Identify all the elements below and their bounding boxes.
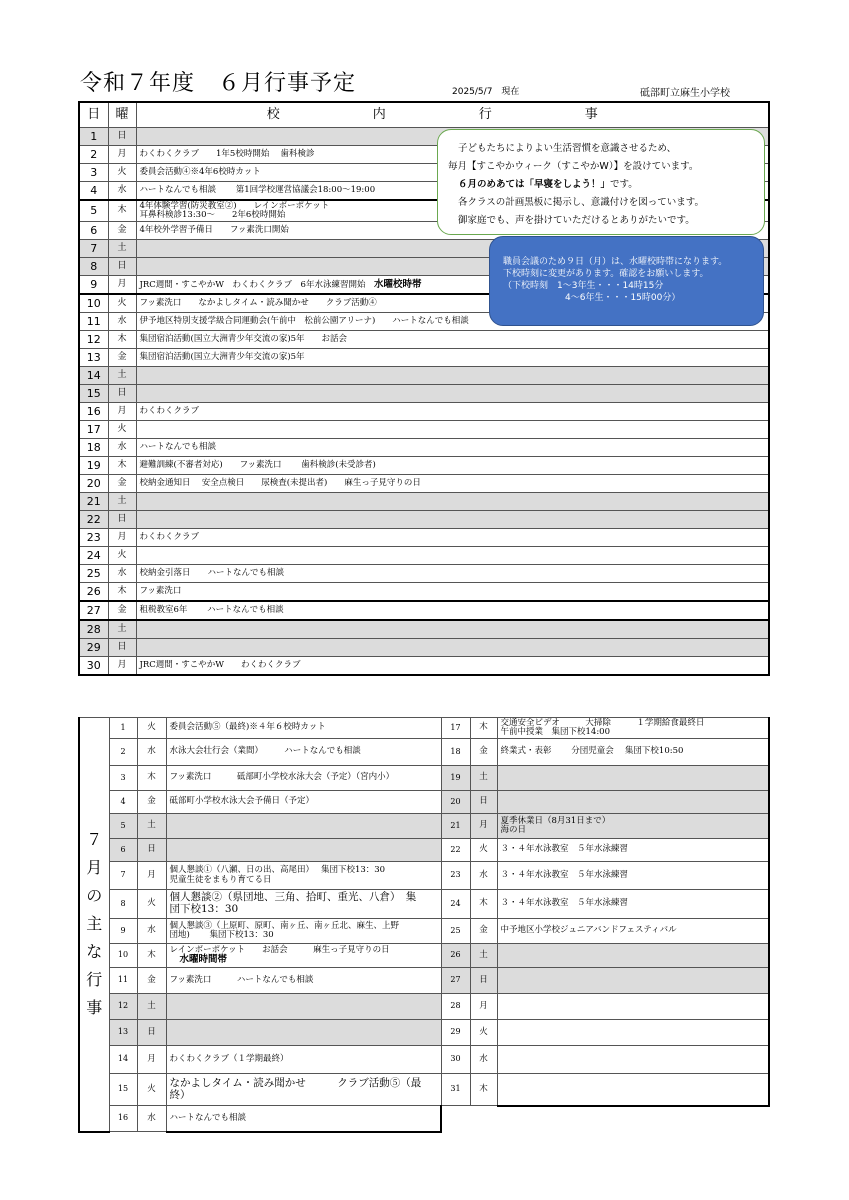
notice-line: 下校時刻に変更があります。確認をお願いします。 <box>503 269 709 279</box>
july-row <box>79 718 769 739</box>
day-number: 11 <box>79 313 108 331</box>
day-number: 28 <box>441 994 470 1020</box>
day-number: 18 <box>79 439 108 457</box>
event-text <box>136 331 769 349</box>
weekday: 金 <box>108 601 136 620</box>
day-number: 13 <box>79 349 108 367</box>
day-number: 9 <box>79 276 108 295</box>
day-number: 15 <box>109 1074 137 1106</box>
event-line: わくわくクラブ 1年5校時開始 歯科検診 <box>139 149 315 160</box>
event-line: 4年体験学習(防災教室②) レインボーポケット <box>139 201 330 212</box>
weekday: 木 <box>108 583 136 602</box>
bold-notice: 水曜校時帯 <box>373 278 422 290</box>
events-column-header: 校 内 行 事 <box>136 102 769 128</box>
weekday: 水 <box>470 862 497 890</box>
day-number: 28 <box>79 620 108 639</box>
weekday: 日 <box>470 791 497 814</box>
event-text <box>136 475 769 493</box>
event-text <box>497 839 769 862</box>
day-number: 9 <box>109 919 137 944</box>
bold-notice: 水曜時間帯 <box>179 953 228 965</box>
event-line: 交通安全ビデオ 大掃除 １学期給食最終日 <box>500 717 705 728</box>
day-number: 14 <box>109 1046 137 1074</box>
event-line: 校納金通知日 安全点検日 尿検査(未提出者) 麻生っ子見守りの日 <box>139 478 421 489</box>
day-number: 3 <box>109 766 137 791</box>
day-number: 5 <box>109 814 137 839</box>
event-text <box>497 766 769 791</box>
notice-line: 御家庭でも、声を掛けていただけるとありがたいです。 <box>458 215 695 226</box>
weekday: 月 <box>108 403 136 421</box>
weekday: 火 <box>108 421 136 439</box>
weekday: 木 <box>470 890 497 919</box>
weekday: 木 <box>137 766 166 791</box>
june-row <box>79 493 769 511</box>
july-row <box>79 1074 769 1106</box>
event-text <box>136 601 769 620</box>
weekday: 火 <box>108 547 136 565</box>
weekday: 金 <box>137 968 166 994</box>
event-line: 終） <box>169 1088 191 1101</box>
june-row <box>79 457 769 475</box>
event-text <box>166 862 441 890</box>
event-line: ３・４年水泳教室 ５年水泳練習 <box>500 869 629 880</box>
weekday: 木 <box>108 331 136 349</box>
day-number: 20 <box>79 475 108 493</box>
day-number: 25 <box>441 919 470 944</box>
event-text <box>497 1046 769 1074</box>
event-text <box>136 439 769 457</box>
weekday: 水 <box>108 439 136 457</box>
day-number: 24 <box>79 547 108 565</box>
event-line: 委員会活動④※4年6校時カット <box>139 167 261 178</box>
weekday: 月 <box>108 529 136 547</box>
weekday: 月 <box>108 276 136 295</box>
july-side-label <box>79 718 109 1132</box>
event-line: JRC週間・すこやかW わくわくクラブ <box>139 660 301 671</box>
june-row <box>79 421 769 439</box>
event-text <box>136 367 769 385</box>
day-number: 5 <box>79 200 108 222</box>
day-number: 4 <box>109 791 137 814</box>
event-text <box>166 968 441 994</box>
event-text <box>497 814 769 839</box>
notice-line: 職員会議のため９日（月）は、水曜校時帯になります。 <box>503 257 728 267</box>
event-line: 個人懇談③（上原町、原町、南ヶ丘、南ヶ丘北、麻生、上野 <box>169 920 400 931</box>
event-line: フッ素洗口 ハートなんでも相談 <box>169 974 314 985</box>
event-line: 個人懇談②（県団地、三角、拾町、重光、八倉） 集 <box>169 891 417 904</box>
event-line: 終業式・表彰 分団児童会 集団下校10:50 <box>500 746 684 757</box>
day-number: 22 <box>79 511 108 529</box>
day-number: 18 <box>441 739 470 766</box>
day-number: 3 <box>79 164 108 182</box>
event-text <box>166 814 441 839</box>
day-number: 2 <box>109 739 137 766</box>
june-row <box>79 529 769 547</box>
event-line: JRC週間・すこやかW わくわくクラブ 6年水泳練習開始 <box>139 279 366 290</box>
weekday: 日 <box>108 128 136 146</box>
event-text <box>166 1020 441 1046</box>
event-text <box>136 639 769 657</box>
june-row <box>79 439 769 457</box>
event-line: 避難訓練(不審者対応) フッ素洗口 歯科検診(未受診者) <box>139 460 376 471</box>
june-row <box>79 620 769 639</box>
day-number: 21 <box>79 493 108 511</box>
weekday: 日 <box>108 258 136 276</box>
event-text <box>136 511 769 529</box>
event-line: 個人懇談①（八瀬、日の出、高尾田） 集団下校13：30 <box>169 865 386 876</box>
event-line: フッ素洗口 砥部町小学校水泳大会（予定）（宮内小） <box>169 772 395 783</box>
event-line: ３・４年水泳教室 ５年水泳練習 <box>500 844 629 855</box>
day-number: 29 <box>441 1020 470 1046</box>
day-number: 7 <box>79 240 108 258</box>
day-number: 25 <box>79 565 108 583</box>
weekday: 火 <box>470 839 497 862</box>
day-number: 22 <box>441 839 470 862</box>
day-number: 23 <box>79 529 108 547</box>
event-text <box>136 565 769 583</box>
day-number: 15 <box>79 385 108 403</box>
notice-line: 4～6年生・・・15時00分） <box>565 293 681 303</box>
weekday: 土 <box>108 493 136 511</box>
day-number: 24 <box>441 890 470 919</box>
side-label-char: ７ <box>86 830 103 850</box>
event-text <box>166 1046 441 1074</box>
day-number: 19 <box>441 766 470 791</box>
weekday: 火 <box>470 1020 497 1046</box>
day-number: 17 <box>441 718 470 739</box>
weekday: 金 <box>470 739 497 766</box>
event-text <box>497 1074 769 1106</box>
july-row <box>79 839 769 862</box>
event-line: わくわくクラブ <box>139 406 200 417</box>
event-text <box>166 944 441 968</box>
weekday: 月 <box>108 657 136 676</box>
event-text <box>166 994 441 1020</box>
day-number: 1 <box>109 718 137 739</box>
day-number: 23 <box>441 862 470 890</box>
event-text <box>136 620 769 639</box>
event-text <box>497 919 769 944</box>
side-label-char: な <box>86 942 103 962</box>
side-label-char: 行 <box>86 970 103 990</box>
as-of-date: 2025/5/7 現在 <box>452 87 520 97</box>
event-text <box>497 1020 769 1046</box>
event-text <box>136 457 769 475</box>
july-row <box>79 766 769 791</box>
weekday: 日 <box>108 385 136 403</box>
event-text <box>136 421 769 439</box>
day-number: 6 <box>79 222 108 240</box>
day-number: 6 <box>109 839 137 862</box>
weekday: 土 <box>108 367 136 385</box>
event-text <box>497 994 769 1020</box>
july-row <box>79 890 769 919</box>
day-number: 27 <box>441 968 470 994</box>
weekday: 月 <box>137 862 166 890</box>
day-number: 4 <box>79 182 108 201</box>
event-text <box>136 403 769 421</box>
event-line: 中予地区小学校ジュニアバンドフェスティバル <box>500 925 677 936</box>
event-text <box>136 529 769 547</box>
day-number: 10 <box>79 294 108 313</box>
weekday: 火 <box>108 294 136 313</box>
day-number: 20 <box>441 791 470 814</box>
event-line: フッ素洗口 <box>139 586 182 597</box>
event-line: 租税教室6年 ハートなんでも相談 <box>139 605 284 616</box>
weekday: 月 <box>470 994 497 1020</box>
june-row <box>79 367 769 385</box>
july-row <box>79 968 769 994</box>
event-line: 委員会活動⑤（最終)※４年６校時カット <box>169 722 326 733</box>
day-number: 17 <box>79 421 108 439</box>
day-number: 30 <box>441 1046 470 1074</box>
event-line: ハートなんでも相談 第1回学校運営協議会18:00～19:00 <box>139 185 376 196</box>
weekday: 木 <box>470 718 497 739</box>
day-number: 30 <box>79 657 108 676</box>
weekday: 日 <box>470 968 497 994</box>
day-number: 27 <box>79 601 108 620</box>
event-line: 伊予地区特別支援学級合同運動会(午前中 松前公園アリーナ) ハートなんでも相談 <box>139 316 469 327</box>
weekday: 土 <box>470 944 497 968</box>
event-line: ハートなんでも相談 <box>169 1112 247 1123</box>
event-line: なかよしタイム・読み聞かせ クラブ活動⑤（最 <box>169 1076 422 1089</box>
weekday: 木 <box>470 1074 497 1106</box>
june-row <box>79 601 769 620</box>
event-line: ハートなんでも相談 <box>139 442 217 453</box>
june-row <box>79 547 769 565</box>
weekday: 金 <box>137 791 166 814</box>
weekday: 日 <box>137 839 166 862</box>
weekday: 水 <box>108 182 136 201</box>
event-line: 集団宿泊活動(国立大洲青少年交流の家)5年 <box>139 352 305 363</box>
day-number: 8 <box>79 258 108 276</box>
july-row <box>79 814 769 839</box>
day-number: 19 <box>79 457 108 475</box>
notice-line <box>448 176 756 194</box>
event-text <box>497 718 769 739</box>
day-number: 14 <box>79 367 108 385</box>
event-text <box>166 890 441 919</box>
july-row <box>79 944 769 968</box>
weekday: 金 <box>470 919 497 944</box>
event-text <box>166 718 441 739</box>
july-row <box>79 919 769 944</box>
notice-line: 各クラスの計画黒板に掲示し、意識付けを図っています。 <box>458 197 704 208</box>
day-number: 12 <box>109 994 137 1020</box>
weekday: 水 <box>108 313 136 331</box>
event-text <box>497 862 769 890</box>
weekday: 日 <box>108 511 136 529</box>
event-line: 団地) 集団下校13：30 <box>169 930 274 940</box>
weekday: 木 <box>137 944 166 968</box>
july-row <box>79 1106 769 1132</box>
day-number: 31 <box>441 1074 470 1106</box>
day-number: 7 <box>109 862 137 890</box>
event-text <box>497 944 769 968</box>
day-number: 16 <box>109 1106 137 1132</box>
weekday: 金 <box>108 475 136 493</box>
event-text <box>166 739 441 766</box>
event-line: ３・４年水泳教室 ５年水泳練習 <box>500 898 629 909</box>
june-row <box>79 331 769 349</box>
day-number: 8 <box>109 890 137 919</box>
event-text <box>166 1074 441 1106</box>
event-line: 耳鼻科検診13:30～ 2年6校時開始 <box>139 210 286 220</box>
june-row <box>79 349 769 367</box>
event-text <box>166 766 441 791</box>
notice-line: 子どもたちによりよい生活習慣を意識させるため、 <box>458 143 677 154</box>
event-text <box>166 1106 441 1132</box>
school-name: 砥部町立麻生小学校 <box>640 88 730 99</box>
weekday: 木 <box>108 457 136 475</box>
event-line: 砥部町小学校水泳大会予備日（予定） <box>169 796 315 807</box>
goal-label: ６月のめあては <box>458 179 525 190</box>
weekday: 水 <box>137 1106 166 1132</box>
day-number: 12 <box>79 331 108 349</box>
weekday-column-header: 曜 <box>108 102 136 128</box>
day-number: 21 <box>441 814 470 839</box>
event-text <box>497 739 769 766</box>
event-text <box>136 547 769 565</box>
weekday: 火 <box>137 1074 166 1106</box>
weekday: 土 <box>137 994 166 1020</box>
side-label-char: 主 <box>86 914 103 934</box>
june-row <box>79 385 769 403</box>
weekday: 水 <box>137 739 166 766</box>
event-text <box>136 657 769 676</box>
weekday: 水 <box>137 919 166 944</box>
event-line: 午前中授業 集団下校14:00 <box>500 727 610 737</box>
weekday: 水 <box>108 565 136 583</box>
weekday: 土 <box>108 620 136 639</box>
weekday: 日 <box>137 1020 166 1046</box>
side-label-char: 事 <box>86 998 103 1018</box>
side-label-char: 月 <box>86 858 103 878</box>
weekday: 土 <box>470 766 497 791</box>
july-row <box>79 862 769 890</box>
weekday: 火 <box>137 718 166 739</box>
day-number: 11 <box>109 968 137 994</box>
weekday: 土 <box>108 240 136 258</box>
staff-meeting-notice <box>489 236 764 326</box>
event-text <box>136 385 769 403</box>
goal-text: 「早寝をしよう！」 <box>524 179 611 190</box>
weekday: 月 <box>137 1046 166 1074</box>
weekday: 火 <box>137 890 166 919</box>
event-line: 集団宿泊活動(国立大洲青少年交流の家)5年 お話会 <box>139 334 348 345</box>
day-column-header: 日 <box>79 102 108 128</box>
weekday: 日 <box>108 639 136 657</box>
july-schedule-table <box>78 717 770 1133</box>
notice-line: 毎月【すこやかウィーク（すこやかW）】を設けています。 <box>448 161 699 172</box>
event-line: わくわくクラブ（１学期最終） <box>169 1053 289 1064</box>
july-row <box>79 791 769 814</box>
event-line: 4年校外学習予備日 フッ素洗口開始 <box>139 225 289 236</box>
event-line: 水泳大会壮行会（業間） ハートなんでも相談 <box>169 746 361 757</box>
event-text <box>497 968 769 994</box>
event-line: 夏季休業日（8月31日まで） <box>500 815 611 826</box>
event-text <box>166 919 441 944</box>
event-line: 海の日 <box>500 825 527 835</box>
day-number: 13 <box>109 1020 137 1046</box>
july-row <box>79 994 769 1020</box>
weekday: 土 <box>137 814 166 839</box>
event-line: 校納金引落日 ハートなんでも相談 <box>139 568 285 579</box>
event-text <box>166 839 441 862</box>
empty-cell <box>441 1106 769 1132</box>
june-row <box>79 583 769 602</box>
event-line: 団下校13：30 <box>169 903 239 915</box>
june-row <box>79 639 769 657</box>
weekday: 金 <box>108 222 136 240</box>
event-text <box>136 583 769 602</box>
event-text <box>497 791 769 814</box>
day-number: 26 <box>79 583 108 602</box>
event-line: フッ素洗口 なかよしタイム・読み聞かせ クラブ活動④ <box>139 298 377 309</box>
weekday: 火 <box>108 164 136 182</box>
july-row <box>79 1046 769 1074</box>
weekday: 木 <box>108 200 136 222</box>
event-text <box>166 791 441 814</box>
weekday: 月 <box>108 146 136 164</box>
side-label-char: の <box>86 886 103 906</box>
event-line: レインボーポケット お話会 麻生っ子見守りの日 <box>169 944 390 955</box>
day-number: 2 <box>79 146 108 164</box>
day-number: 1 <box>79 128 108 146</box>
june-row <box>79 657 769 676</box>
event-text <box>497 890 769 919</box>
page-title: 令和７年度 ６月行事予定 <box>80 71 357 96</box>
june-row <box>79 565 769 583</box>
weekday: 月 <box>470 814 497 839</box>
sukoyaka-week-notice <box>437 129 765 235</box>
event-line: 児童生徒をまもり育てる日 <box>169 874 272 885</box>
june-row <box>79 403 769 421</box>
event-text <box>136 349 769 367</box>
weekday: 金 <box>108 349 136 367</box>
weekday: 水 <box>470 1046 497 1074</box>
day-number: 16 <box>79 403 108 421</box>
july-row <box>79 739 769 766</box>
june-row <box>79 475 769 493</box>
day-number: 29 <box>79 639 108 657</box>
goal-suffix: です。 <box>610 179 638 190</box>
july-row <box>79 1020 769 1046</box>
event-text <box>136 493 769 511</box>
june-row <box>79 511 769 529</box>
event-line: わくわくクラブ <box>139 532 200 543</box>
day-number: 10 <box>109 944 137 968</box>
notice-line: （下校時刻 1～3年生・・・14時15分 <box>503 281 664 291</box>
day-number: 26 <box>441 944 470 968</box>
